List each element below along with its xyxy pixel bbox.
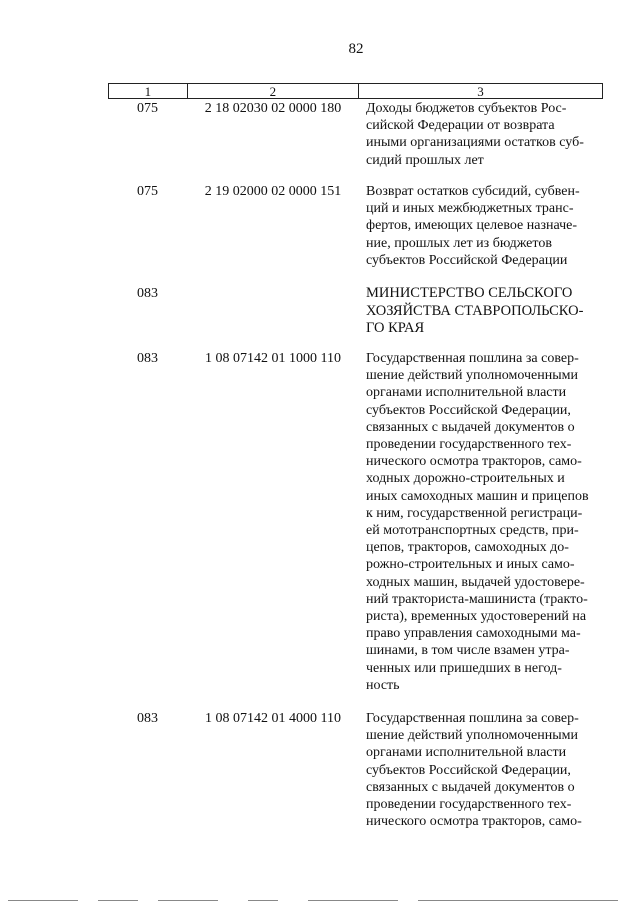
ministry-title: МИНИСТЕРСТВО СЕЛЬСКОГО ХОЗЯЙСТВА СТАВРОПОЛЬСКО- ГО КРАЯ: [366, 285, 584, 336]
header-col-3: 3: [477, 84, 484, 99]
revenue-name: Государственная пошлина за совер- шение действий уполномоченными органами исполнительной власти субъектов Российской Федерации, связанных с выдачей документов о проведении государственного тех- нического осмотра тракторов, само- ходных дорожно-строительных и иных самоходных машин и прицепов к ним, государственной регистраци- ей мототранспортных средств, при- цепов, тракторов, самоходных до- рожно-строительных и иных само- ходных машин, выдачей удостовере- ний тракториста-машиниста (тракто- риста), временных удостоверений на право управления самоходными ма- шинами, в том числе взамен утра- ченных или пришедших в негод- ность: [366, 351, 589, 693]
table-header: [108, 83, 603, 99]
budget-classification-code: 1 08 07142 01 1000 110: [205, 351, 341, 366]
revenue-name: Доходы бюджетов субъектов Рос- сийской Федерации от возврата иными организациями остатков суб- сидий прошлых лет: [366, 101, 584, 168]
page-number: 82: [348, 41, 364, 57]
header-col-2: 2: [188, 84, 359, 98]
header-col-1: 1: [109, 84, 188, 98]
scan-artifact-line: [8, 900, 628, 904]
admin-code: 083: [137, 351, 158, 366]
budget-classification-code: 1 08 07142 01 4000 110: [205, 711, 341, 726]
admin-code: 075: [137, 101, 158, 116]
budget-classification-code: 2 18 02030 02 0000 180: [204, 101, 342, 116]
admin-code: 075: [137, 184, 158, 199]
admin-code: 083: [137, 286, 158, 301]
budget-classification-code: 2 19 02000 02 0000 151: [204, 184, 342, 199]
revenue-name: Возврат остатков субсидий, субвен- ций и иных межбюджетных транс- фертов, имеющих целевое назначе- ние, прошлых лет из бюджетов субъектов Российской Федерации: [366, 184, 580, 268]
admin-code: 083: [137, 711, 158, 726]
revenue-name: Государственная пошлина за совер- шение действий уполномоченными органами исполнительной власти субъектов Российской Федерации, связанных с выдачей документов о проведении государственного тех- нического осмотра тракторов, само-: [366, 711, 582, 830]
